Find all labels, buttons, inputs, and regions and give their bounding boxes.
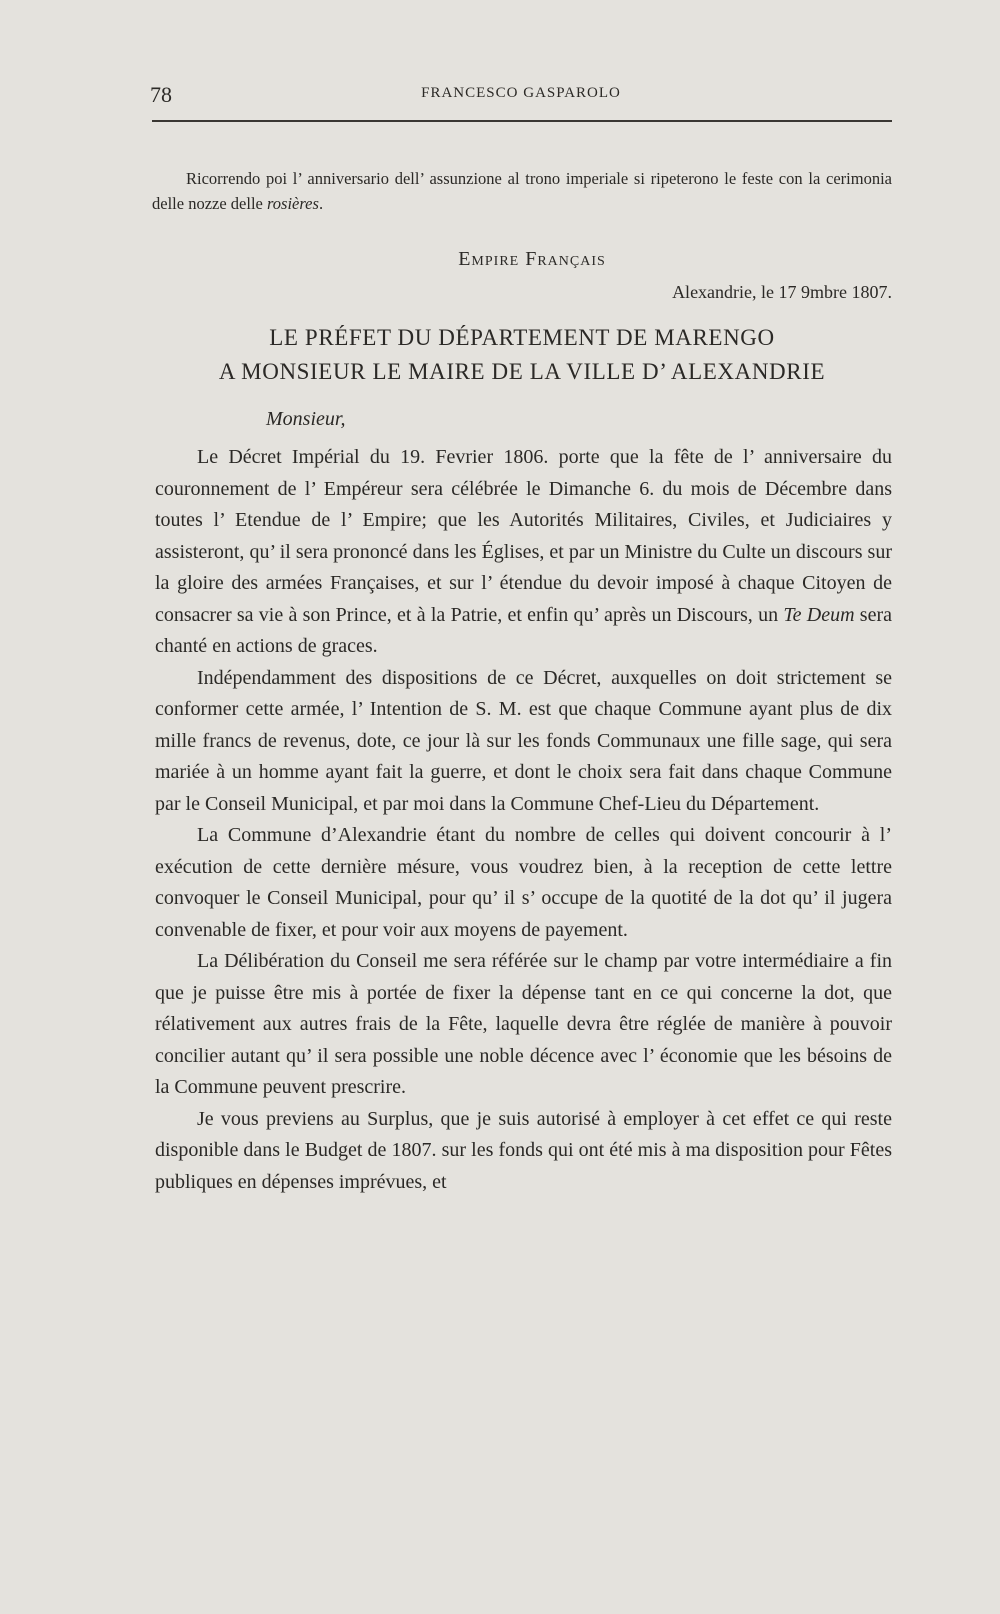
letter-p1-text: Le Décret Impérial du 19. Fevrier 1806. porte que la fête de l’ anniversaire du couronnement de l’ Empéreur sera célébrée le Dimanche 6. du mois de Décembre dans toutes l’ Etendue de l’ Empire; que les Autorités Militaires, Civiles, et Judiciaires y assisteront, qu’ il sera prononcé dans les Églises, et par un Ministre du Culte un discours sur la gloire des armées Françaises, et sur l’ étendue du devoir imposé à chaque Citoyen de consacrer sa vie à son Prince, et à la Patrie, et enfin qu’ après un Discours, un [155, 446, 892, 626]
letter-header: Empire Français [458, 248, 606, 270]
page-number: 78 [150, 82, 172, 107]
letter-p1-text-end: sera chanté en actions de graces. [155, 603, 893, 657]
letter-paragraph-1 [155, 442, 892, 663]
letter-title-line-2: A MONSIEUR LE MAIRE DE LA VILLE D’ ALEXANDRIE [218, 359, 826, 384]
letter-salutation: Monsieur, [266, 408, 346, 430]
te-deum-italic: Te Deum [783, 603, 855, 626]
intro-text: Ricorrendo poi l’ anniversario dell’ assunzione al trono imperiale si ripeterono le feste con la cerimonia delle nozze delle [152, 169, 892, 213]
letter-title-line-1: LE PRÉFET DU DÉPARTEMENT DE MARENGO [269, 325, 775, 350]
intro-paragraph [152, 166, 892, 216]
letter-dateline: Alexandrie, le 17 9mbre 1807. [672, 282, 892, 302]
intro-text-end: . [318, 194, 324, 213]
letter-paragraph-5: Je vous previens au Surplus, que je suis autorisé à employer à cet effet ce qui reste disponible dans le Budget de 1807. sur les fonds qui ont été mis à ma disposition pour Fêtes publiques en dépenses imprévues, et [155, 1107, 892, 1193]
letter-body [155, 442, 892, 1198]
letter-paragraph-3: La Commune d’Alexandrie étant du nombre de celles qui doivent concourir à l’ exécution de cette dernière mésure, vous voudrez bien, à la reception de cette lettre convoquer le Conseil Municipal, pour qu’ il s’ occupe de la quotité de la dot qu’ il jugera convenable de fixer, et pour voir aux moyens de payement. [155, 824, 892, 941]
running-title: FRANCESCO GASPAROLO [421, 85, 621, 101]
letter-paragraph-4: La Délibération du Conseil me sera référée sur le champ par votre intermédiaire a fin que je puisse être mis à portée de fixer la dépense tant en ce qui concerne la dot, que rélativement aux autres frais de la Fête, laquelle devra être réglée de manière à pouvoir concilier autant qu’ il sera possible une noble décence avec l’ économie que les bésoins de la Commune peuvent prescrire. [155, 950, 892, 1098]
letter-paragraph-2: Indépendamment des dispositions de ce Décret, auxquelles on doit strictement se conformer cette armée, l’ Intention de S. M. est que chaque Commune ayant plus de dix mille francs de revenus, dote, ce jour là sur les fonds Communaux une fille sage, qui sera mariée à un homme ayant fait la guerre, et dont le choix sera fait dans chaque Commune par le Conseil Municipal, et par moi dans la Commune Chef-Lieu du Département. [155, 666, 892, 815]
header-rule [152, 120, 892, 122]
running-head [150, 78, 892, 108]
intro-italic-term: rosières [266, 194, 319, 213]
